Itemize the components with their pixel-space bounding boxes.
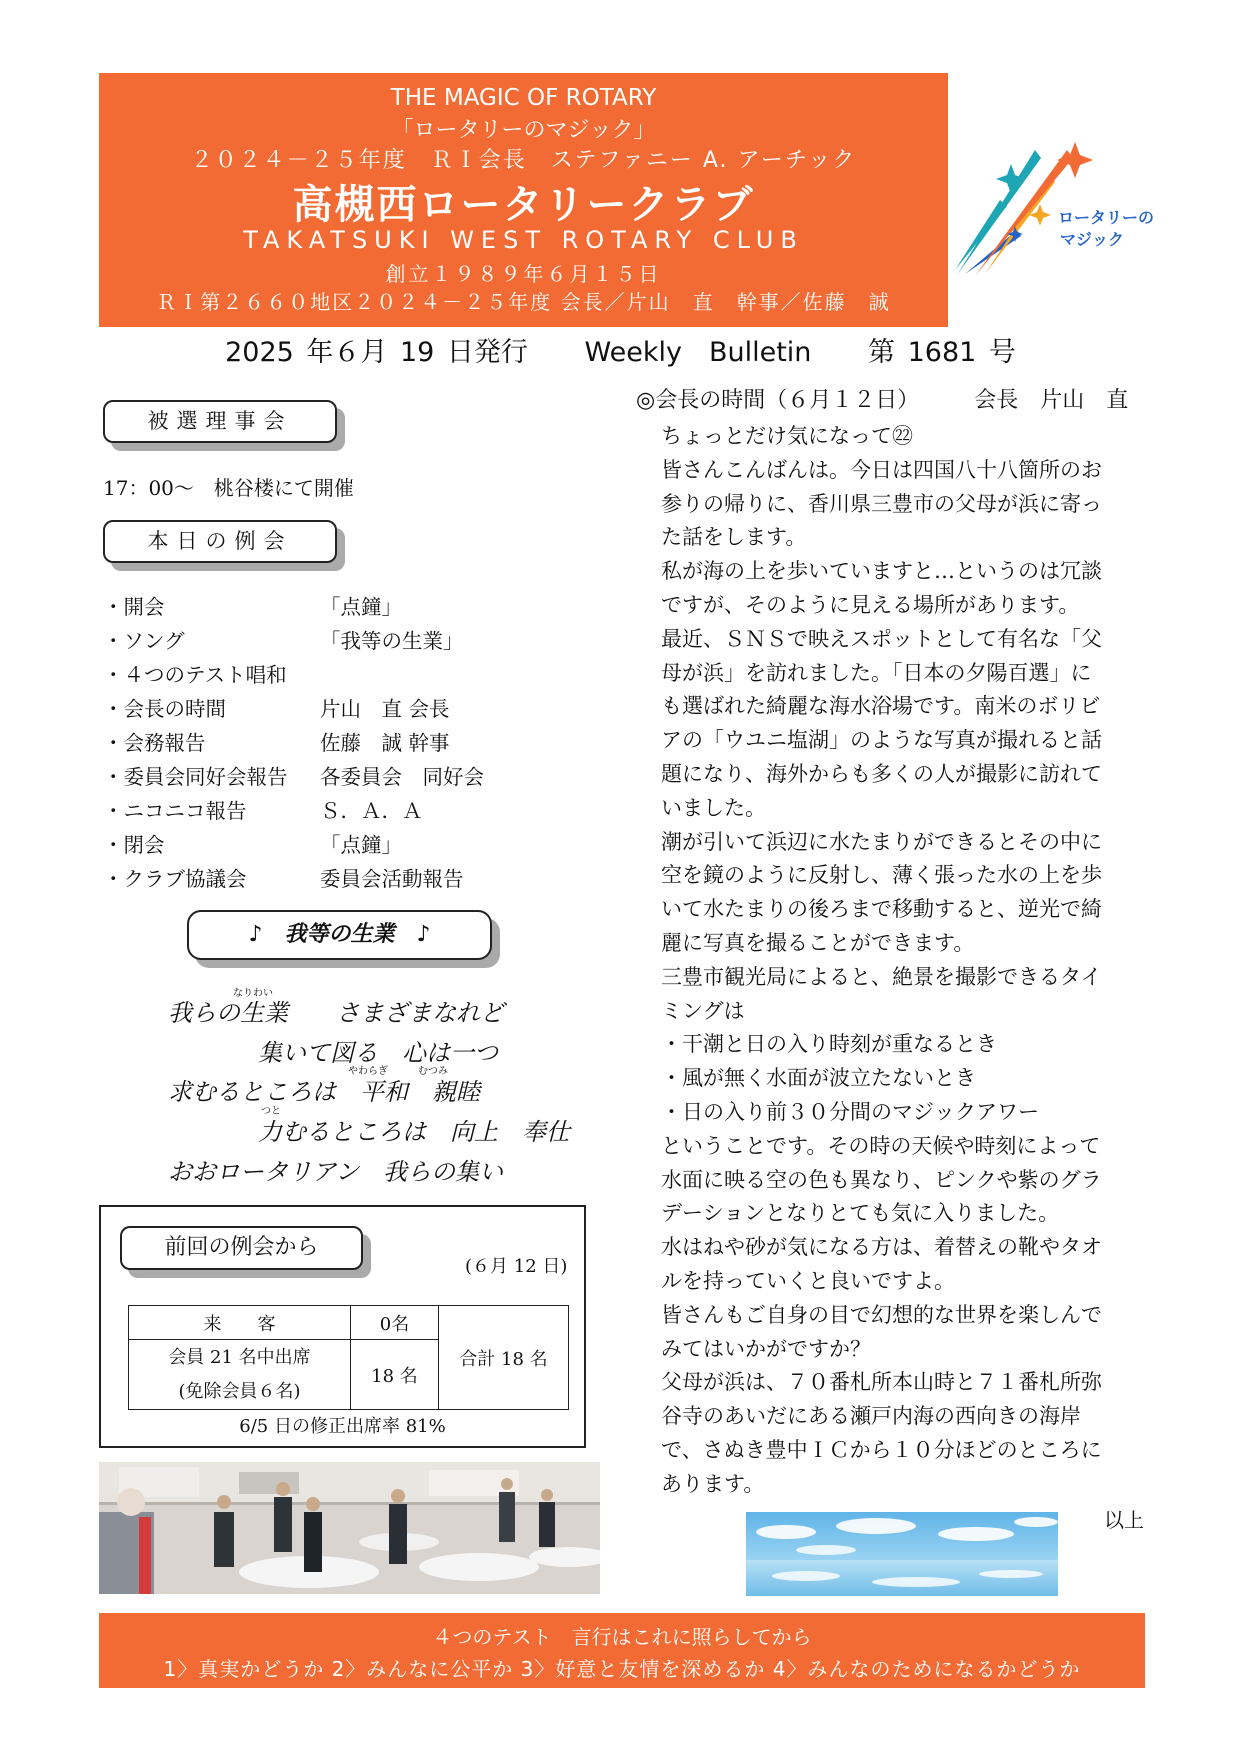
body-line: た話をします。	[661, 525, 807, 550]
body-line: ・干潮と日の入り時刻が重なるとき	[661, 1032, 997, 1057]
body-line: ということです。その時の天候や時刻によって	[661, 1133, 1101, 1158]
song-line: 求むるところは 平和 親睦	[168, 1078, 480, 1106]
body-line: あります。	[661, 1471, 765, 1496]
body-line: 父母が浜は、７０番札所本山時と７１番札所弥	[661, 1370, 1102, 1395]
founded-date: 創立１９８９年６月１５日	[385, 262, 662, 286]
guest-count: 0名	[351, 1306, 439, 1340]
song-line: 力むるところは 向上 奉仕	[258, 1118, 570, 1146]
body-line: 題になり、海外からも多くの人が撮影に訪れて	[661, 761, 1102, 786]
four-way-test-items: 1〉真実かどうか 2〉みんなに公平か 3〉好意と友情を深めるか 4〉みんなのためになるかどうか	[163, 1657, 1081, 1681]
song-line: 我らの生業 さまざまなれど	[168, 999, 504, 1027]
body-line: アの「ウユニ塩湖」のような写真が撮れると話	[661, 728, 1102, 753]
song-line: おおロータリアン 我らの集い	[168, 1158, 504, 1186]
board-meeting-title: 被選理事会	[103, 400, 337, 443]
body-line: ミングは	[661, 998, 745, 1023]
president-time-heading: ◎会長の時間（６月１２日） 会長 片山 直	[636, 388, 1129, 413]
body-line: 三豊市観光局によると、絶景を撮影できるタイ	[661, 964, 1102, 989]
guest-label: 来 客	[129, 1306, 351, 1340]
theme-jp: 「ロータリーのマジック」	[391, 118, 656, 143]
body-line: ルを持っていくと良いですよ。	[661, 1268, 955, 1293]
body-line: ですが、そのように見える場所があります。	[661, 592, 1080, 617]
song-title: ♪ 我等の生業 ♪	[187, 910, 492, 960]
district-officers: ＲＩ第２６６０地区２０２４－２５年度 会長／片山 直 幹事／佐藤 誠	[156, 290, 891, 314]
attendance-table	[128, 1305, 569, 1410]
closing-text: 以上	[1104, 1508, 1144, 1532]
agenda-item: ・会務報告 佐藤 誠 幹事	[103, 731, 450, 755]
issue-line	[0, 330, 1241, 369]
attendance-rate-note: 6/5 日の修正出席率 81%	[239, 1416, 446, 1437]
body-line: ・風が無く水面が波立たないとき	[661, 1066, 976, 1091]
body-line: 空を鏡のように反射し、薄く張った水の上を歩	[661, 863, 1102, 888]
president-time-body	[661, 420, 1141, 1502]
body-line: いて水たまりの後ろまで移動すると、逆光で綺	[661, 897, 1102, 922]
body-line: 参りの帰りに、香川県三豊市の父母が浜に寄っ	[661, 491, 1102, 516]
sea-illustration	[746, 1512, 1058, 1596]
song-line: 集いて図る 心は一つ	[258, 1039, 498, 1067]
agenda-item: ・委員会同好会報告 各委員会 同好会	[103, 765, 484, 789]
body-line: 水はねや砂が気になる方は、着替えの靴やタオ	[661, 1235, 1102, 1260]
four-way-test-title: ４つのテスト 言行はこれに照らしてから	[432, 1625, 812, 1649]
ruby-nariwai: なりわい	[233, 988, 273, 999]
ruby-mutsumi: むつみ	[418, 1066, 448, 1077]
issue-number: 第 1681 号	[868, 337, 1016, 368]
body-line: 母が浜」を訪れました。「日本の夕陽百選」に	[661, 660, 1092, 685]
theme-en: THE MAGIC OF ROTARY	[390, 85, 657, 111]
logo-text: ロータリーの マジック	[1058, 208, 1155, 249]
body-line: 私が海の上を歩いていますと…というのは冗談	[661, 559, 1102, 584]
attendance-total: 合計 18 名	[439, 1306, 569, 1410]
meeting-photo	[99, 1462, 600, 1594]
body-line: 水面に映る空の色も異なり、ピンクや紫のグラ	[661, 1167, 1102, 1192]
agenda-item: ・クラブ協議会 委員会活動報告	[103, 867, 464, 891]
body-line: 皆さんもご自身の目で幻想的な世界を楽しんで	[661, 1302, 1102, 1327]
ri-president: ２０２４－２５年度 ＲＩ会長 ステファニー A. アーチック	[190, 148, 857, 173]
body-line: で、さぬき豊中ＩＣから１０分ほどのところに	[661, 1437, 1102, 1462]
agenda-list	[103, 590, 543, 896]
body-line: 潮が引いて浜辺に水たまりができるとその中に	[661, 829, 1102, 854]
issue-date: 2025 年６月 19 日発行	[225, 337, 528, 368]
agenda-item: ・ソング 「我等の生業」	[103, 629, 464, 653]
members-label: 会員 21 名中出席 (免除会員６名)	[129, 1340, 351, 1410]
agenda-item: ・開会 「点鐘」	[103, 595, 402, 619]
today-meeting-title: 本日の例会	[103, 520, 337, 563]
attendance-date: (６月 12 日)	[465, 1256, 568, 1277]
body-line: も選ばれた綺麗な海水浴場です。南米のボリビ	[661, 694, 1101, 719]
agenda-item: ・４つのテスト唱和	[103, 663, 287, 687]
masthead	[99, 73, 948, 327]
agenda-item: ・ニコニコ報告 Ｓ．Ａ．Ａ	[103, 799, 423, 823]
ruby-tsuto: つと	[261, 1106, 281, 1117]
body-line: 麗に写真を撮ることができます。	[661, 930, 975, 955]
body-line: いました。	[661, 795, 766, 820]
members-count: 18 名	[351, 1340, 439, 1410]
body-line: ちょっとだけ気になって㉒	[661, 424, 913, 448]
body-line: ・日の入り前３０分間のマジックアワー	[661, 1099, 1039, 1124]
ruby-yawaragi: やわらぎ	[348, 1066, 388, 1077]
body-line: 最近、ＳＮＳで映えスポットとして有名な「父	[661, 626, 1102, 651]
club-name-jp: 高槻西ロータリークラブ	[292, 182, 755, 228]
agenda-item: ・会長の時間 片山 直 会長	[103, 697, 450, 721]
body-line: 皆さんこんばんは。今日は四国八十八箇所のお	[661, 457, 1102, 482]
four-way-test-footer	[99, 1613, 1145, 1688]
board-meeting-detail: 17：00～ 桃谷楼にて開催	[103, 476, 354, 500]
body-line: 谷寺のあいだにある瀬戸内海の西向きの海岸	[661, 1404, 1081, 1429]
attendance-title: 前回の例会から	[120, 1226, 363, 1270]
club-name-en: TAKATSUKI WEST ROTARY CLUB	[243, 226, 804, 254]
body-line: みてはいかがですか？	[661, 1336, 871, 1361]
issue-title: Weekly Bulletin	[584, 337, 812, 368]
agenda-item: ・閉会 「点鐘」	[103, 833, 402, 857]
body-line: デーションとなりとても気に入りました。	[661, 1201, 1060, 1226]
